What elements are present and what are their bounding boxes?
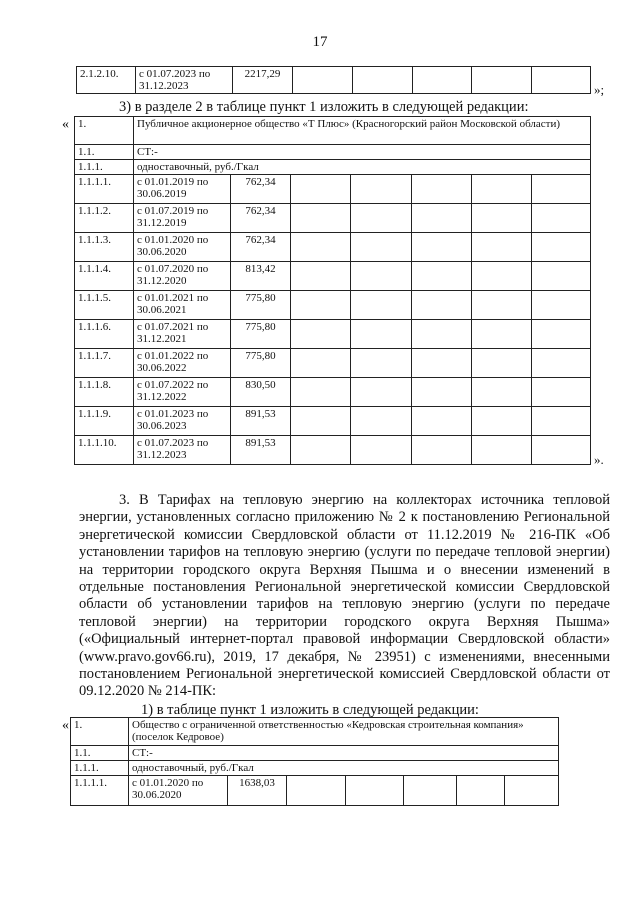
closing-quote: »; <box>594 82 605 97</box>
row-value: 775,80 <box>231 291 291 320</box>
st-code: 1.1. <box>71 746 129 761</box>
row-code: 1.1.1.10. <box>75 436 134 465</box>
row-value: 891,53 <box>231 407 291 436</box>
table-row <box>75 233 591 262</box>
tariff-type-row <box>71 761 559 776</box>
st-label: СТ:- <box>129 746 559 761</box>
row-period: с 01.07.2022 по 31.12.2022 <box>134 378 231 407</box>
row-value: 813,42 <box>231 262 291 291</box>
row-code: 1.1.1.1. <box>71 776 129 806</box>
tariff-type-row <box>75 160 591 175</box>
closing-quote: ». <box>594 452 604 467</box>
row-period: с 01.01.2021 по 30.06.2021 <box>134 291 231 320</box>
table-row <box>75 349 591 378</box>
row-value: 830,50 <box>231 378 291 407</box>
org-row <box>71 718 559 746</box>
section-heading: 1) в таблице пункт 1 изложить в следующей редакции: <box>141 702 479 718</box>
row-period: с 01.01.2022 по 30.06.2022 <box>134 349 231 378</box>
top-tariff-table <box>76 66 591 94</box>
row-value: 762,34 <box>231 233 291 262</box>
table-row <box>75 436 591 465</box>
tariff-code: 1.1.1. <box>75 160 134 175</box>
org-code: 1. <box>75 117 134 145</box>
row-code: 1.1.1.8. <box>75 378 134 407</box>
table-row <box>75 204 591 233</box>
body-paragraph: 3. В Тарифах на тепловую энергию на коллекторах источника тепловой энергии, установленных согласно приложению № 2 к постановлению Региональной энергетической комиссии Свердловской области от 11.12.2019 № 216-ПК «Об установлении тарифов на тепловую энергию (услуги по передаче тепловой энергии) на территории городского округа Верхняя Пышма и о внесении изменений в отдельные постановления Региональной энергетической комиссии Свердловской области об установлении тарифов на тепловую энергию (услуги по передаче тепловой энергии) на территории городского округа Верхняя Пышма» («Официальный интернет-портал правовой информации Свердловской области» (www.pravo.gov66.ru), 2019, 17 декабря, № 23951) с изменениями, внесенными постановлением Региональной энергетической комиссией Свердловской области от 09.12.2020 № 214-ПК: <box>79 492 610 700</box>
row-code: 1.1.1.9. <box>75 407 134 436</box>
row-period: с 01.07.2023 по 31.12.2023 <box>136 67 233 94</box>
row-period: с 01.07.2020 по 31.12.2020 <box>134 262 231 291</box>
org-code: 1. <box>71 718 129 746</box>
st-row <box>71 746 559 761</box>
row-code: 1.1.1.7. <box>75 349 134 378</box>
row-code: 1.1.1.1. <box>75 175 134 204</box>
row-code: 1.1.1.4. <box>75 262 134 291</box>
table-row <box>75 378 591 407</box>
row-code: 1.1.1.2. <box>75 204 134 233</box>
row-period: с 01.01.2023 по 30.06.2023 <box>134 407 231 436</box>
table-row <box>75 175 591 204</box>
table-row <box>77 67 591 94</box>
row-value: 2217,29 <box>233 67 293 94</box>
row-code: 1.1.1.5. <box>75 291 134 320</box>
table-row <box>75 320 591 349</box>
row-value: 775,80 <box>231 349 291 378</box>
table-row <box>71 776 559 806</box>
st-code: 1.1. <box>75 145 134 160</box>
table-row <box>75 262 591 291</box>
section-heading: 3) в разделе 2 в таблице пункт 1 изложить в следующей редакции: <box>119 99 529 115</box>
org-name: Общество с ограниченной ответственностью «Кедровская строительная компания» (поселок Кедровое) <box>129 718 559 746</box>
row-period: с 01.01.2020 по 30.06.2020 <box>129 776 228 806</box>
row-period: с 01.01.2020 по 30.06.2020 <box>134 233 231 262</box>
page-number: 17 <box>312 34 328 50</box>
tariff-label: одноставочный, руб./Гкал <box>134 160 591 175</box>
row-value: 775,80 <box>231 320 291 349</box>
row-period: с 01.07.2021 по 31.12.2021 <box>134 320 231 349</box>
row-value: 891,53 <box>231 436 291 465</box>
st-row <box>75 145 591 160</box>
tariff-label: одноставочный, руб./Гкал <box>129 761 559 776</box>
row-period: с 01.07.2023 по 31.12.2023 <box>134 436 231 465</box>
row-code: 2.1.2.10. <box>77 67 136 94</box>
row-period: с 01.07.2019 по 31.12.2019 <box>134 204 231 233</box>
org-name: Публичное акционерное общество «Т Плюс» (Красногорский район Московской области) <box>134 117 591 145</box>
row-value: 762,34 <box>231 204 291 233</box>
row-code: 1.1.1.6. <box>75 320 134 349</box>
tariff-table-kedrovskaya <box>70 717 559 806</box>
st-label: СТ:- <box>134 145 591 160</box>
tariff-code: 1.1.1. <box>71 761 129 776</box>
row-value: 1638,03 <box>228 776 287 806</box>
opening-quote: « <box>62 117 69 132</box>
table-row <box>75 291 591 320</box>
row-period: с 01.01.2019 по 30.06.2019 <box>134 175 231 204</box>
row-code: 1.1.1.3. <box>75 233 134 262</box>
tariff-table-t-plus <box>74 116 591 465</box>
table-row <box>75 407 591 436</box>
row-value: 762,34 <box>231 175 291 204</box>
opening-quote: « <box>62 718 69 733</box>
org-row <box>75 117 591 145</box>
